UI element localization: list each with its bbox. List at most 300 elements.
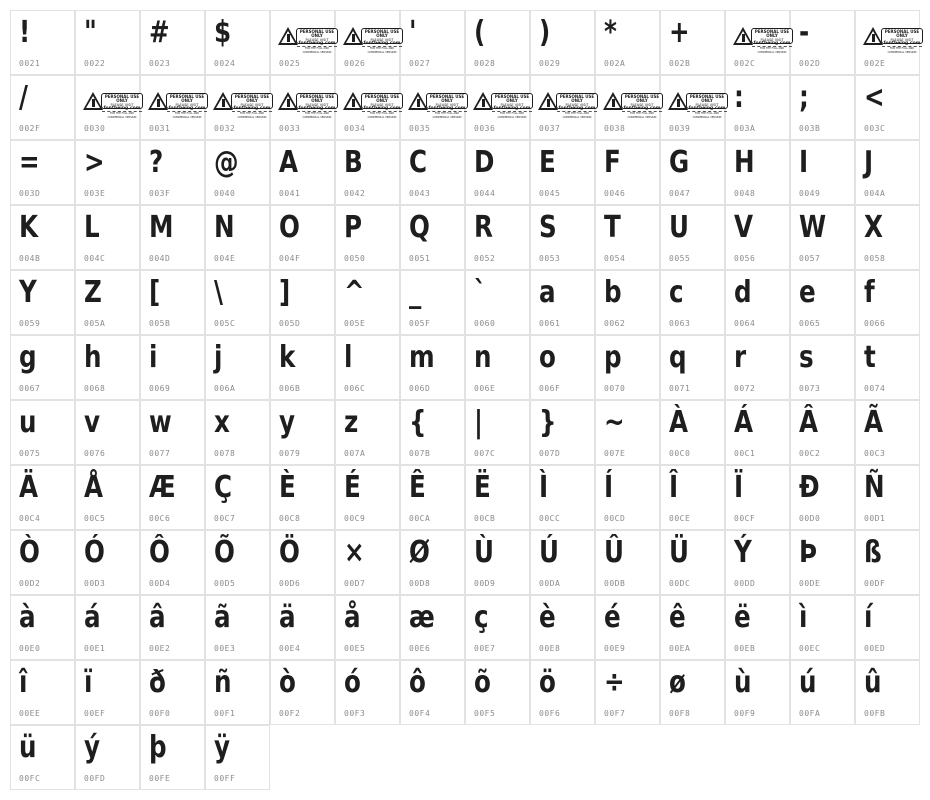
glyph-cell-00CA[interactable] [400, 465, 465, 530]
glyph-cell-003A[interactable] [725, 75, 790, 140]
glyph-code: 0068 [84, 384, 106, 393]
badge-line3: fontbeing.com [753, 41, 791, 46]
glyph-code: 0041 [279, 189, 301, 198]
glyph-char: N [214, 210, 235, 245]
glyph-cell-0031[interactable] [140, 75, 205, 140]
glyph-cell-00C3[interactable] [855, 400, 920, 465]
badge-line4: FOR THE FULL AND COMMERCIAL VERSION [557, 111, 597, 120]
glyph-code: 00CF [734, 514, 756, 523]
personal-use-badge [213, 91, 275, 119]
glyph-code: 0056 [734, 254, 756, 263]
glyph-cell-0054[interactable] [595, 205, 660, 270]
glyph-cell-00C7[interactable] [205, 465, 270, 530]
glyph-cell-005C[interactable] [205, 270, 270, 335]
glyph-char: ; [799, 80, 809, 115]
glyph-char: U [669, 210, 689, 245]
glyph-cell-00D9[interactable] [465, 530, 530, 595]
glyph-code: 00C3 [864, 449, 886, 458]
glyph-cell-0056[interactable] [725, 205, 790, 270]
badge-line1: PERSONAL USE ONLY [364, 94, 400, 103]
glyph-cell-005E[interactable] [335, 270, 400, 335]
badge-line4: FOR THE FULL AND COMMERCIAL VERSION [492, 111, 532, 120]
personal-use-badge [733, 26, 795, 54]
glyph-char: è [539, 600, 556, 635]
glyph-cell-00C6[interactable] [140, 465, 205, 530]
badge-line2: PLEASE VISIT [565, 103, 589, 107]
glyph-code: 0034 [344, 124, 366, 133]
glyph-cell-003D[interactable] [10, 140, 75, 205]
glyph-cell-0045[interactable] [530, 140, 595, 205]
glyph-code: 00C1 [734, 449, 756, 458]
glyph-cell-0040[interactable] [205, 140, 270, 205]
glyph-cell-00FD[interactable] [75, 725, 140, 790]
glyph-cell-00F5[interactable] [465, 660, 530, 725]
glyph-code: 004C [84, 254, 106, 263]
glyph-cell-007C[interactable] [465, 400, 530, 465]
glyph-cell-00C5[interactable] [75, 465, 140, 530]
glyph-code: 007B [409, 449, 431, 458]
glyph-cell-00CE[interactable] [660, 465, 725, 530]
glyph-cell-00FF[interactable] [205, 725, 270, 790]
glyph-char: ß [864, 535, 882, 570]
glyph-code: 00E3 [214, 644, 236, 653]
glyph-char: ë [734, 600, 751, 635]
glyph-code: 0071 [669, 384, 691, 393]
glyph-cell-00F4[interactable] [400, 660, 465, 725]
badge-line3: fontbeing.com [298, 106, 336, 111]
glyph-cell-006E[interactable] [465, 335, 530, 400]
glyph-cell-0063[interactable] [660, 270, 725, 335]
glyph-char: E [539, 145, 556, 180]
glyph-char: ð [149, 665, 166, 700]
glyph-cell-0042[interactable] [335, 140, 400, 205]
glyph-cell-00FA[interactable] [790, 660, 855, 725]
badge-line2: PLEASE VISIT [500, 103, 524, 107]
glyph-cell-00FC[interactable] [10, 725, 75, 790]
glyph-char: < [864, 80, 885, 115]
glyph-cell-00D3[interactable] [75, 530, 140, 595]
glyph-cell-007E[interactable] [595, 400, 660, 465]
glyph-code: 00E9 [604, 644, 626, 653]
glyph-code: 006E [474, 384, 496, 393]
glyph-cell-00F1[interactable] [205, 660, 270, 725]
warning-icon [343, 27, 363, 45]
glyph-cell-0071[interactable] [660, 335, 725, 400]
badge-text-box [751, 28, 793, 54]
glyph-code: 00D9 [474, 579, 496, 588]
glyph-code: 005B [149, 319, 171, 328]
glyph-cell-003F[interactable] [140, 140, 205, 205]
glyph-char: ` [474, 275, 487, 310]
glyph-char: t [864, 340, 876, 375]
glyph-cell-00F9[interactable] [725, 660, 790, 725]
glyph-cell-00E0[interactable] [10, 595, 75, 660]
glyph-cell-0061[interactable] [530, 270, 595, 335]
glyph-char: ^ [344, 275, 365, 310]
glyph-cell-00F6[interactable] [530, 660, 595, 725]
glyph-cell-0060[interactable] [465, 270, 530, 335]
glyph-code: 005E [344, 319, 366, 328]
badge-line3: fontbeing.com [233, 106, 271, 111]
glyph-cell-0049[interactable] [790, 140, 855, 205]
glyph-cell-003E[interactable] [75, 140, 140, 205]
glyph-cell-0053[interactable] [530, 205, 595, 270]
glyph-cell-00C1[interactable] [725, 400, 790, 465]
glyph-cell-0065[interactable] [790, 270, 855, 335]
personal-use-badge [863, 26, 925, 54]
glyph-char: ä [279, 600, 296, 635]
glyph-cell-00D4[interactable] [140, 530, 205, 595]
glyph-cell-00F7[interactable] [595, 660, 660, 725]
glyph-cell-00EF[interactable] [75, 660, 140, 725]
glyph-cell-0030[interactable] [75, 75, 140, 140]
glyph-code: 005F [409, 319, 431, 328]
glyph-cell-00D5[interactable] [205, 530, 270, 595]
glyph-cell-00DA[interactable] [530, 530, 595, 595]
glyph-cell-0062[interactable] [595, 270, 660, 335]
glyph-code: 003A [734, 124, 756, 133]
glyph-cell-00CD[interactable] [595, 465, 660, 530]
glyph-cell-0027[interactable] [400, 10, 465, 75]
glyph-cell-0072[interactable] [725, 335, 790, 400]
glyph-char: G [669, 145, 690, 180]
glyph-cell-00DE[interactable] [790, 530, 855, 595]
glyph-cell-0029[interactable] [530, 10, 595, 75]
glyph-cell-0075[interactable] [10, 400, 75, 465]
glyph-cell-006A[interactable] [205, 335, 270, 400]
glyph-char: v [84, 405, 101, 440]
glyph-cell-006B[interactable] [270, 335, 335, 400]
glyph-code: 0054 [604, 254, 626, 263]
badge-line4: FOR THE FULL AND COMMERCIAL VERSION [882, 46, 922, 55]
glyph-cell-00D0[interactable] [790, 465, 855, 530]
glyph-cell-0066[interactable] [855, 270, 920, 335]
glyph-code: 006D [409, 384, 431, 393]
glyph-cell-002C[interactable] [725, 10, 790, 75]
glyph-cell-00E6[interactable] [400, 595, 465, 660]
glyph-cell-0073[interactable] [790, 335, 855, 400]
glyph-char: $ [214, 15, 232, 50]
glyph-cell-0050[interactable] [335, 205, 400, 270]
glyph-char: þ [149, 730, 167, 765]
glyph-cell-00C8[interactable] [270, 465, 335, 530]
glyph-cell-0070[interactable] [595, 335, 660, 400]
glyph-char: È [279, 470, 296, 505]
glyph-cell-007D[interactable] [530, 400, 595, 465]
glyph-cell-004D[interactable] [140, 205, 205, 270]
glyph-cell-0041[interactable] [270, 140, 335, 205]
glyph-cell-00E4[interactable] [270, 595, 335, 660]
badge-line1: PERSONAL USE ONLY [884, 29, 920, 38]
glyph-char: @ [214, 145, 239, 180]
glyph-cell-005A[interactable] [75, 270, 140, 335]
glyph-cell-00CF[interactable] [725, 465, 790, 530]
glyph-cell-0051[interactable] [400, 205, 465, 270]
glyph-char: Ü [669, 535, 689, 570]
glyph-cell-00C2[interactable] [790, 400, 855, 465]
glyph-cell-005B[interactable] [140, 270, 205, 335]
glyph-cell-004E[interactable] [205, 205, 270, 270]
glyph-char: à [19, 600, 36, 635]
glyph-code: 002B [669, 59, 691, 68]
glyph-code: 00E6 [409, 644, 431, 653]
glyph-cell-005D[interactable] [270, 270, 335, 335]
glyph-code: 007C [474, 449, 496, 458]
glyph-char: o [539, 340, 556, 375]
glyph-cell-00E3[interactable] [205, 595, 270, 660]
personal-use-badge [473, 91, 535, 119]
glyph-char: B [344, 145, 363, 180]
glyph-cell-00CC[interactable] [530, 465, 595, 530]
glyph-cell-0039[interactable] [660, 75, 725, 140]
glyph-cell-0023[interactable] [140, 10, 205, 75]
glyph-char: Î [669, 470, 679, 505]
glyph-code: 0036 [474, 124, 496, 133]
glyph-cell-0055[interactable] [660, 205, 725, 270]
glyph-char: Â [799, 405, 819, 440]
glyph-cell-0077[interactable] [140, 400, 205, 465]
glyph-char: a [539, 275, 556, 310]
glyph-cell-0057[interactable] [790, 205, 855, 270]
glyph-char: y [279, 405, 296, 440]
glyph-cell-002B[interactable] [660, 10, 725, 75]
glyph-code: 0021 [19, 59, 41, 68]
glyph-code: 00DE [799, 579, 821, 588]
glyph-char: ã [214, 600, 231, 635]
glyph-cell-004B[interactable] [10, 205, 75, 270]
glyph-char: k [279, 340, 296, 375]
glyph-cell-00D2[interactable] [10, 530, 75, 595]
glyph-char: å [344, 600, 361, 635]
glyph-cell-0024[interactable] [205, 10, 270, 75]
glyph-char: Þ [799, 535, 818, 570]
glyph-cell-00D6[interactable] [270, 530, 335, 595]
glyph-code: 002E [864, 59, 886, 68]
glyph-cell-006C[interactable] [335, 335, 400, 400]
glyph-cell-0021[interactable] [10, 10, 75, 75]
glyph-cell-00DF[interactable] [855, 530, 920, 595]
badge-line2: PLEASE VISIT [175, 103, 199, 107]
glyph-cell-00FE[interactable] [140, 725, 205, 790]
glyph-cell-0026[interactable] [335, 10, 400, 75]
glyph-cell-00E9[interactable] [595, 595, 660, 660]
glyph-cell-00F2[interactable] [270, 660, 335, 725]
glyph-char: n [474, 340, 492, 375]
glyph-cell-00CB[interactable] [465, 465, 530, 530]
glyph-cell-00F0[interactable] [140, 660, 205, 725]
glyph-cell-00E1[interactable] [75, 595, 140, 660]
glyph-code: 0030 [84, 124, 106, 133]
personal-use-badge [343, 26, 405, 54]
glyph-char: c [669, 275, 684, 310]
glyph-char: Ç [214, 470, 233, 505]
glyph-cell-0048[interactable] [725, 140, 790, 205]
badge-line3: fontbeing.com [493, 106, 531, 111]
glyph-cell-00D7[interactable] [335, 530, 400, 595]
badge-line2: PLEASE VISIT [110, 103, 134, 107]
personal-use-badge [343, 91, 405, 119]
glyph-cell-0069[interactable] [140, 335, 205, 400]
glyph-cell-0028[interactable] [465, 10, 530, 75]
glyph-code: 0072 [734, 384, 756, 393]
glyph-code: 00EF [84, 709, 106, 718]
glyph-char: l [344, 340, 353, 375]
glyph-char: q [669, 340, 687, 375]
glyph-cell-00EA[interactable] [660, 595, 725, 660]
glyph-code: 003D [19, 189, 41, 198]
personal-use-badge [148, 91, 210, 119]
glyph-cell-004F[interactable] [270, 205, 335, 270]
glyph-cell-0037[interactable] [530, 75, 595, 140]
warning-icon [668, 92, 688, 110]
glyph-cell-0034[interactable] [335, 75, 400, 140]
glyph-code: 00F0 [149, 709, 171, 718]
glyph-cell-004C[interactable] [75, 205, 140, 270]
glyph-char: R [474, 210, 493, 245]
glyph-cell-00C4[interactable] [10, 465, 75, 530]
glyph-cell-00F3[interactable] [335, 660, 400, 725]
glyph-cell-00E7[interactable] [465, 595, 530, 660]
glyph-cell-0025[interactable] [270, 10, 335, 75]
glyph-char: Ù [474, 535, 494, 570]
glyph-cell-007A[interactable] [335, 400, 400, 465]
glyph-cell-00EB[interactable] [725, 595, 790, 660]
glyph-cell-0052[interactable] [465, 205, 530, 270]
glyph-cell-002D[interactable] [790, 10, 855, 75]
glyph-cell-007B[interactable] [400, 400, 465, 465]
personal-use-badge [668, 91, 730, 119]
warning-icon [538, 92, 558, 110]
glyph-char: W [799, 210, 827, 245]
glyph-cell-0059[interactable] [10, 270, 75, 335]
glyph-cell-0032[interactable] [205, 75, 270, 140]
glyph-cell-002A[interactable] [595, 10, 660, 75]
glyph-char: Ë [474, 470, 491, 505]
glyph-char: ô [409, 665, 426, 700]
glyph-cell-004A[interactable] [855, 140, 920, 205]
glyph-char: Ð [799, 470, 820, 505]
glyph-cell-00C9[interactable] [335, 465, 400, 530]
glyph-char: = [19, 145, 40, 180]
glyph-cell-0067[interactable] [10, 335, 75, 400]
glyph-cell-006F[interactable] [530, 335, 595, 400]
glyph-cell-00DB[interactable] [595, 530, 660, 595]
glyph-code: 00FF [214, 774, 236, 783]
badge-line4: FOR THE FULL AND COMMERCIAL VERSION [297, 111, 337, 120]
glyph-cell-0038[interactable] [595, 75, 660, 140]
glyph-code: 00F4 [409, 709, 431, 718]
glyph-char: æ [409, 600, 435, 635]
glyph-code: 0059 [19, 319, 41, 328]
glyph-cell-00D1[interactable] [855, 465, 920, 530]
glyph-char: # [149, 15, 170, 50]
glyph-cell-0033[interactable] [270, 75, 335, 140]
glyph-cell-00ED[interactable] [855, 595, 920, 660]
glyph-cell-0035[interactable] [400, 75, 465, 140]
glyph-code: 0024 [214, 59, 236, 68]
badge-line1: PERSONAL USE ONLY [234, 94, 270, 103]
glyph-cell-0036[interactable] [465, 75, 530, 140]
glyph-char: " [84, 15, 97, 50]
glyph-code: 0062 [604, 319, 626, 328]
glyph-cell-0064[interactable] [725, 270, 790, 335]
glyph-cell-002F[interactable] [10, 75, 75, 140]
glyph-cell-0078[interactable] [205, 400, 270, 465]
glyph-code: 003F [149, 189, 171, 198]
glyph-cell-00C0[interactable] [660, 400, 725, 465]
glyph-cell-002E[interactable] [855, 10, 920, 75]
glyph-cell-00EC[interactable] [790, 595, 855, 660]
glyph-cell-00FB[interactable] [855, 660, 920, 725]
glyph-cell-0043[interactable] [400, 140, 465, 205]
glyph-cell-0068[interactable] [75, 335, 140, 400]
badge-line2: PLEASE VISIT [370, 38, 394, 42]
glyph-cell-005F[interactable] [400, 270, 465, 335]
glyph-cell-0058[interactable] [855, 205, 920, 270]
glyph-code: 0040 [214, 189, 236, 198]
glyph-code: 00C4 [19, 514, 41, 523]
glyph-cell-00D8[interactable] [400, 530, 465, 595]
badge-text-box [556, 93, 598, 119]
glyph-code: 00F1 [214, 709, 236, 718]
badge-line2: PLEASE VISIT [305, 103, 329, 107]
glyph-char: ê [669, 600, 686, 635]
glyph-char: x [214, 405, 230, 440]
glyph-code: 004B [19, 254, 41, 263]
glyph-code: 0039 [669, 124, 691, 133]
glyph-char: Ý [734, 535, 752, 570]
glyph-cell-00DD[interactable] [725, 530, 790, 595]
badge-line4: FOR THE FULL AND COMMERCIAL VERSION [362, 111, 402, 120]
glyph-cell-00E8[interactable] [530, 595, 595, 660]
glyph-code: 00D7 [344, 579, 366, 588]
glyph-code: 00E8 [539, 644, 561, 653]
glyph-cell-0079[interactable] [270, 400, 335, 465]
glyph-cell-0044[interactable] [465, 140, 530, 205]
glyph-cell-006D[interactable] [400, 335, 465, 400]
glyph-cell-0076[interactable] [75, 400, 140, 465]
glyph-cell-00DC[interactable] [660, 530, 725, 595]
glyph-cell-0046[interactable] [595, 140, 660, 205]
glyph-code: 0042 [344, 189, 366, 198]
badge-line3: fontbeing.com [428, 106, 466, 111]
glyph-cell-00E5[interactable] [335, 595, 400, 660]
glyph-cell-003C[interactable] [855, 75, 920, 140]
glyph-cell-0074[interactable] [855, 335, 920, 400]
glyph-char: ÷ [604, 665, 625, 700]
glyph-code: 00ED [864, 644, 886, 653]
glyph-cell-003B[interactable] [790, 75, 855, 140]
glyph-code: 0046 [604, 189, 626, 198]
glyph-cell-00F8[interactable] [660, 660, 725, 725]
glyph-cell-00EE[interactable] [10, 660, 75, 725]
glyph-char: ï [84, 665, 93, 700]
glyph-char: s [799, 340, 814, 375]
glyph-char: Ê [409, 470, 426, 505]
badge-line2: PLEASE VISIT [890, 38, 914, 42]
glyph-cell-0022[interactable] [75, 10, 140, 75]
glyph-cell-0047[interactable] [660, 140, 725, 205]
glyph-char: M [149, 210, 174, 245]
glyph-code: 0051 [409, 254, 431, 263]
glyph-code: 0053 [539, 254, 561, 263]
glyph-code: 00EE [19, 709, 41, 718]
glyph-code: 004D [149, 254, 171, 263]
badge-line1: PERSONAL USE ONLY [299, 94, 335, 103]
badge-text-box [296, 93, 338, 119]
glyph-char: u [19, 405, 37, 440]
glyph-cell-00E2[interactable] [140, 595, 205, 660]
